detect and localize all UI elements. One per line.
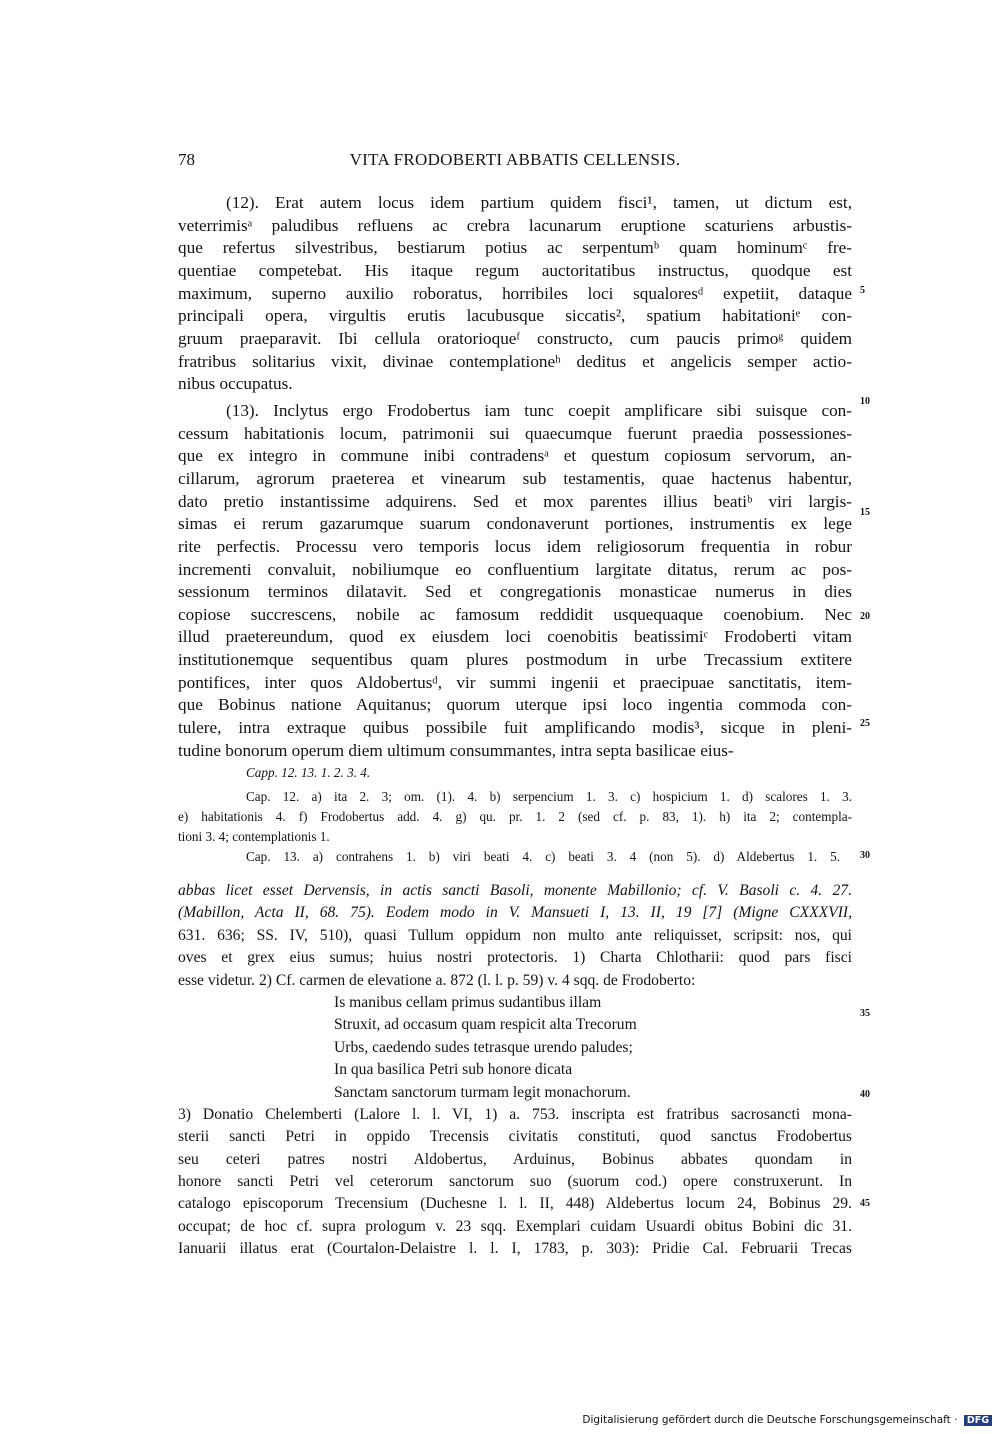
text-line: nibus occupatus. xyxy=(178,374,293,394)
text-line: (13). Inclytus ergo Frodobertus iam tunc coepit amplificare sibi suisque con- xyxy=(226,400,852,420)
commentary-line: Ianuarii illatus erat (Courtalon-Delaistre l. l. I, 1783, p. 303): Pridie Cal. Februarii Trecas xyxy=(178,1240,852,1258)
text-line: gruum praeparavit. Ibi cellula oratorioqueᶠ constructo, cum paucis primoᵍ quidem xyxy=(178,328,852,348)
variant-line: Capp. 12. 13. 1. 2. 3. 4. xyxy=(246,765,371,780)
margin-number: 5 xyxy=(860,285,865,296)
verse-line: In qua basilica Petri sub honore dicata xyxy=(334,1061,573,1079)
dfg-logo: DFG xyxy=(964,1415,992,1426)
commentary-line: oves et grex eius sumus; huius nostri protectoris. 1) Charta Chlotharii: quod pars fisci xyxy=(178,949,852,967)
text-line: que refertus silvestribus, bestiarum potius ac serpentumᵇ quam hominumᶜ fre- xyxy=(178,238,852,258)
text-line: principali opera, virgultis erutis lacubusque siccatis², spatium habitationiᵉ con- xyxy=(178,306,852,326)
variant-line: e) habitationis 4. f) Frodobertus add. 4. g) qu. pr. 1. 2 (sed cf. p. 83, 1). h) ita 2; contempla- xyxy=(178,809,852,824)
text-line: pontifices, inter quos Aldobertusᵈ, vir summi ingenii et praecipuae sanctitatis, item- xyxy=(178,672,852,692)
commentary-line: 631. 636; SS. IV, 510), quasi Tullum oppidum non multo ante reliquisset, scripsit: nos, qui xyxy=(178,926,852,944)
text-line: rite perfectis. Processu vero temporis locus idem religiosorum frequentia in robur xyxy=(178,536,852,556)
text-line: institutionemque sequentibus quam plures postmodum in urbe Trecassium extitere xyxy=(178,650,852,670)
commentary-line: seu ceteri patres nostri Aldobertus, Arduinus, Bobinus abbates quondam in xyxy=(178,1150,852,1168)
text-line: simas ei rerum gazarumque suarum condonaverunt portiones, instrumentis ex lege xyxy=(178,514,852,534)
commentary-line: esse videtur. 2) Cf. carmen de elevatione a. 872 (l. l. p. 59) v. 4 sqq. de Frodoberto: xyxy=(178,971,696,989)
margin-number: 45 xyxy=(860,1198,870,1209)
main-text xyxy=(178,192,852,762)
text-line: copiose succrescens, nobile ac famosum reddidit usquequaque coenobium. Nec xyxy=(178,604,852,624)
page-number: 78 xyxy=(178,150,195,169)
text-line: incrementi convaluit, nobiliumque eo confluentium largitate ditatus, rerum ac pos- xyxy=(178,559,852,579)
text-line: illud praetereundum, quod ex eiusdem loci coenobitis beatissimiᶜ Frodoberti vitam xyxy=(178,627,852,647)
credit-text: Digitalisierung gefördert durch die Deutsche Forschungsgemeinschaft xyxy=(582,1414,951,1426)
text-line: tulere, intra extraque quibus possibile fuit amplificando modis³, sicque in pleni- xyxy=(178,718,852,738)
commentary xyxy=(178,880,852,1261)
text-line: veterrimisᵃ paludibus refluens ac crebra lacunarum eruptione scaturiens arbustis- xyxy=(178,215,852,235)
verse-line: Is manibus cellam primus sudantibus illam xyxy=(334,993,602,1011)
text-line: fratribus solitarius vixit, divinae contemplationeʰ deditus et angelicis semper actio- xyxy=(178,351,852,371)
commentary-line: occupat; de hoc cf. supra prologum v. 23 sqq. Exemplari cuidam Usuardi obitus Bobini dic 31. xyxy=(178,1217,852,1235)
margin-number: 25 xyxy=(860,718,870,729)
variant-line: Cap. 12. a) ita 2. 3; om. (1). 4. b) serpencium 1. 3. c) hospicium 1. d) scalores 1. 3. xyxy=(246,789,852,804)
running-title: VITA FRODOBERTI ABBATIS CELLENSIS. xyxy=(349,150,681,169)
margin-number: 40 xyxy=(860,1089,870,1100)
commentary-line: 3) Donatio Chelemberti (Lalore l. l. VI, 1) a. 753. inscripta est fratribus sacrosancti mona- xyxy=(178,1105,852,1123)
margin-number: 15 xyxy=(860,507,870,518)
text-line: (12). Erat autem locus idem partium quidem fisci¹, tamen, ut dictum est, xyxy=(226,193,852,212)
text-line: tudine bonorum operum diem ultimum consummantes, intra septa basilicae eius- xyxy=(178,740,734,760)
margin-number: 35 xyxy=(860,1008,870,1019)
commentary-line: honore sancti Petri vel ceterorum sanctorum suo (suorum cod.) opere construxerunt. In xyxy=(178,1173,852,1191)
verse-line: Sanctam sanctorum turmam legit monachorum. xyxy=(334,1083,631,1101)
text-line: sessionum terminos dilatavit. Sed et congregationis monasticae numerus in dies xyxy=(178,582,852,602)
verse-line: Urbs, caedendo sudes tetrasque urendo paludes; xyxy=(334,1038,633,1056)
verse-line: Struxit, ad occasum quam respicit alta Trecorum xyxy=(334,1016,637,1034)
commentary-line: abbas licet esset Dervensis, in actis sancti Basoli, monente Mabillonio; cf. V. Basoli c. 4. 27. xyxy=(178,882,852,899)
text-line: que Bobinus natione Aquitanus; quorum uterque ipsi loco ingentia commoda con- xyxy=(178,695,852,715)
margin-number: 10 xyxy=(860,396,870,407)
margin-number: 20 xyxy=(860,611,870,622)
text-line: que ex integro in commune inibi contradensᵃ et questum copiosum servorum, an- xyxy=(178,446,852,466)
text-line: dato pretio instantissime adquirens. Sed et mox parentes illius beatiᵇ viri largis- xyxy=(178,491,852,511)
digitization-credit: Digitalisierung gefördert durch die Deutsche Forschungsgemeinschaft · DFG xyxy=(582,1414,992,1426)
text-line: maximum, superno auxilio roboratus, horribiles loci squaloresᵈ expetiit, dataque xyxy=(178,283,852,303)
page-header xyxy=(178,150,852,174)
variant-line: Cap. 13. a) contrahens 1. b) viri beati 4. c) beati 3. 4 (non 5). d) Aldebertus 1. 5. xyxy=(246,849,840,864)
commentary-line: catalogo episcoporum Trecensium (Duchesne l. l. II, 448) Aldebertus locum 24, Bobinus 29. xyxy=(178,1195,852,1213)
commentary-line: (Mabillon, Acta II, 68. 75). Eodem modo in V. Mansueti I, 13. II, 19 [7] (Migne CXXXVII, xyxy=(178,904,852,922)
text-line: cillarum, agrorum praeterea et vinearum sub testamentis, quae hactenus habentur, xyxy=(178,468,852,488)
text-line: quentiae competebat. His itaque regum auctoritatibus instructus, quodque est xyxy=(178,260,852,280)
text-line: cessum habitationis locum, patrimonii sui quaecumque fuerunt praedia possessiones- xyxy=(178,423,852,443)
commentary-line: sterii sancti Petri in oppido Trecensis civitatis constituti, quod sanctus Frodobertus xyxy=(178,1128,852,1146)
margin-number: 30 xyxy=(860,850,870,861)
variant-line: tioni 3. 4; contemplationis 1. xyxy=(178,829,330,844)
apparatus-variants xyxy=(178,763,852,867)
